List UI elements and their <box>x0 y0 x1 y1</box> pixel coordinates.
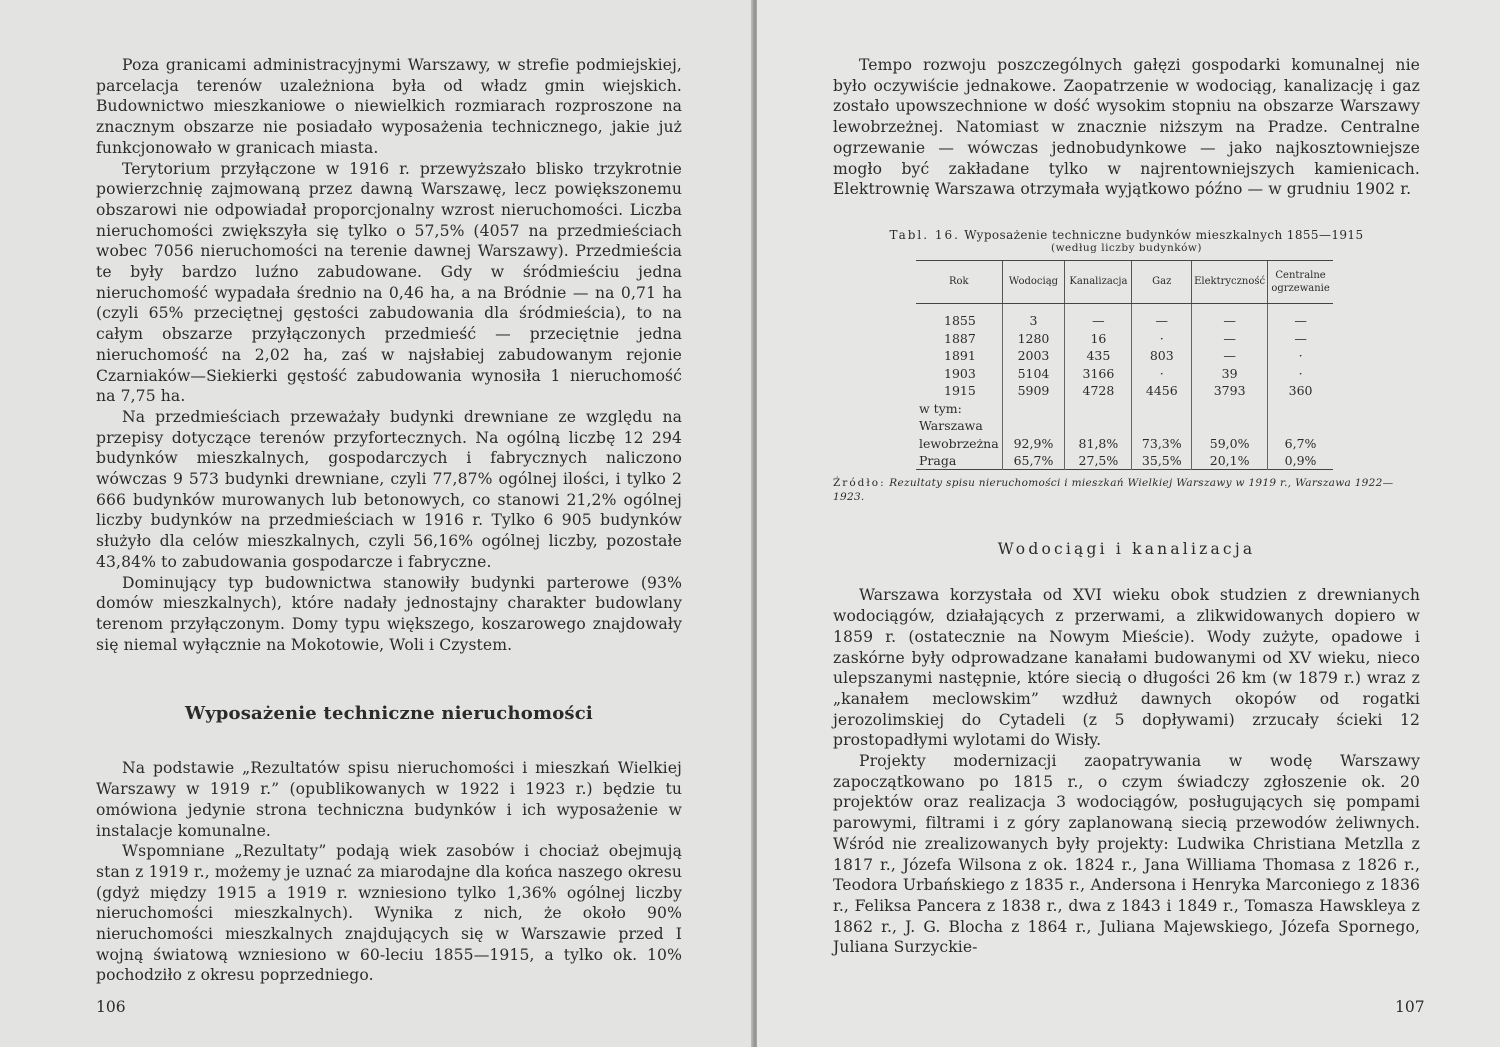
table-cell: 1887 <box>944 330 976 346</box>
equipment-table <box>916 260 1333 471</box>
right-page <box>757 0 1500 1047</box>
table-cell: · <box>1132 364 1192 382</box>
table-cell: 59,0% <box>1192 434 1268 452</box>
table-cell: 39 <box>1192 364 1268 382</box>
table-cell: 16 <box>1065 329 1132 347</box>
table-cell: Praga <box>919 453 957 469</box>
column-header: Rok <box>916 260 1002 303</box>
paragraph: Wspomniane „Rezultaty” podają wiek zasobów i chociaż obejmują stan z 1919 r., możemy je uznać za miarodajne dla końca naszego okresu (gdyż między 1915 a 1919 r. wzniesiono tylko 1,36% ogólnej liczby nieruchomości mieszkalnych). Wynika z nich, że około 90% nieruchomości mieszkalnych znajdujących się w Warszawie przed I wojną światową wzniesiono w 60-leciu 1855—1915, a tylko ok. 10% pochodziło z okresu poprzedniego. <box>96 842 682 985</box>
table-cell: — <box>1132 312 1192 330</box>
table-cell: 20,1% <box>1192 452 1268 470</box>
paragraph: Na przedmieściach przeważały budynki drewniane ze względu na przepisy dotyczące terenów przyfortecznych. Na ogólną liczbę 12 294 budynków mieszkalnych, gospodarczych i fabrycznych naliczono wówczas 9 573 budynki drewniane, czyli 77,87% ogólnej ilości, i tylko 2 666 budynków murowanych lub betonowych, co stanowi 21,2% ogólnej liczby budynków na przedmieściach w 1916 r. Tylko 6 905 budynków służyło dla celów mieszkalnych, czyli 56,16% ogólnej liczby, pozostałe 43,84% to zabudowania gospodarcze i fabryczne. <box>96 407 682 571</box>
paragraph: Warszawa korzystała od XVI wieku obok studzien z drewnianych wodociągów, działających z przerwami, a zlikwidowanych dopiero w 1859 r. (ostatecznie na Nowym Mieście). Wody zużyte, opadowe i zaskórne były odprowadzane kanałami budowanymi od XV wieku, nieco ulepszanymi następnie, które siecią o długości 26 km (w 1879 r.) wraz z „kanałem meclowskim” wzdłuż dawnych okopów od rogatki jerozolimskiej do Cytadeli (z 5 dopływami) zrzucały ścieki 12 prostopadłymi wylotami do Wisły. <box>833 586 1420 750</box>
right-text-column <box>833 55 1420 958</box>
page-number: 107 <box>1395 998 1425 1016</box>
source-text: Rezultaty spisu nieruchomości i mieszkań Wielkiej Warszawy w 1919 r., Warszawa 1922—1923. <box>833 477 1394 504</box>
table-cell: 3 <box>1002 312 1065 330</box>
table-row <box>916 417 1333 435</box>
table-subcaption: (według liczby budynków) <box>1050 241 1203 254</box>
table-cell: 27,5% <box>1065 452 1132 470</box>
table-cell: — <box>1192 312 1268 330</box>
table-row <box>916 312 1333 330</box>
table-row <box>916 329 1333 347</box>
table-cell: 1891 <box>944 348 976 364</box>
paragraph: Poza granicami administracyjnymi Warszawy, w strefie podmiejskiej, parcelacja terenów uzależniona była od władz gmin wiejskich. Budownictwo mieszkaniowe o niewielkich rozmiarach rozproszone na znacznym obszarze nie posiadało wyposażenia technicznego, jakie już funkcjonowało w granicach miasta. <box>96 56 682 157</box>
table-row <box>916 364 1333 382</box>
column-header: Kanalizacja <box>1065 260 1132 303</box>
column-header: Elektryczność <box>1192 260 1268 303</box>
table-cell: 360 <box>1268 382 1333 400</box>
table-cell: 1280 <box>1002 329 1065 347</box>
table-cell: · <box>1268 364 1333 382</box>
paragraph: Terytorium przyłączone w 1916 r. przewyższało blisko trzykrotnie powierzchnię zajmowaną przez dawną Warszawę, lecz powiększonemu obszarowi nie odpowiadał proporcjonalny wzrost nieruchomości. Liczba nieruchomości zwiększyła się tylko o 57,5% (4057 na przedmieściach wobec 7056 nieruchomości na terenie dawnej Warszawy). Przedmieścia te były bardzo luźno zabudowane. Gdy w śródmieściu jedna nieruchomość wypadała średnio na 0,46 ha, a na Bródnie — na 0,71 ha (czyli 65% przeciętnej gęstości zabudowania dla śródmieścia), to na całym obszarze przyłączonych przedmieść — przeciętnie jedna nieruchomość na 2,02 ha, zaś w najsłabiej zabudowanym rejonie Czarniaków—Siekierki gęstość zabudowania wynosiła 1 nieruchomość na 7,75 ha. <box>96 159 682 406</box>
paragraph: Na podstawie „Rezultatów spisu nieruchomości i mieszkań Wielkiej Warszawy w 1919 r.” (opublikowanych w 1922 i 1923 r.) będzie tu omówiona jedynie strona techniczna budynków i ich wyposażenie w instalacje komunalne. <box>96 759 682 840</box>
table-cell: w tym: <box>919 400 962 416</box>
table-row <box>916 347 1333 365</box>
table-cell: 435 <box>1065 347 1132 365</box>
table-row <box>916 382 1333 400</box>
table-cell: — <box>1268 312 1333 330</box>
table-cell: Warszawa <box>919 418 983 434</box>
source-label: Źródło: <box>833 477 886 490</box>
table-cell: 803 <box>1132 347 1192 365</box>
table-cell: 6,7% <box>1268 434 1333 452</box>
section-heading: Wodociągi i kanalizacja <box>997 540 1256 559</box>
table-cell: 35,5% <box>1132 452 1192 470</box>
table-caption <box>833 228 1420 242</box>
table-cell: 92,9% <box>1002 434 1065 452</box>
table-cell: 73,3% <box>1132 434 1192 452</box>
table-row <box>916 399 1333 417</box>
table-cell: 4456 <box>1132 382 1192 400</box>
table-cell: — <box>1268 329 1333 347</box>
table-source-note <box>833 476 1420 504</box>
table-header-row <box>916 260 1333 303</box>
paragraph: Dominujący typ budownictwa stanowiły budynki parterowe (93% domów mieszkalnych), które nadały jednostajny charakter budowlany terenom przyłączonym. Domy typu większego, koszarowego znajdowały się niemal wyłącznie na Mokotowie, Woli i Czystem. <box>96 573 682 654</box>
table-cell: 1903 <box>944 365 976 381</box>
table-cell: · <box>1132 329 1192 347</box>
paragraph: Projekty modernizacji zaopatrywania w wodę Warszawy zapoczątkowano po 1815 r., o czym świadczy zgłoszenie ok. 20 projektów oraz realizacja 3 wodociągów, posługujących się pompami parowymi, filtrami i z góry zaplanowaną siecią przewodów żeliwnych. Wśród nie zrealizowanych były projekty: Ludwika Christiana Metzlla z 1817 r., Józefa Wilsona z ok. 1824 r., Jana Williama Thomasa z 1826 r., Teodora Urbańskiego z 1835 r., Andersona i Henryka Marconiego z 1836 r., Feliksa Pancera z 1838 r., dwa z 1843 i 1849 r., Tomasza Hawskleya z 1862 r., J. G. Blocha z 1864 r., Juliana Majewskiego, Józefa Spornego, Juliana Surzyckie- <box>833 752 1420 957</box>
column-header: Wodociąg <box>1002 260 1065 303</box>
left-text-column <box>96 55 682 986</box>
table-cell: 65,7% <box>1002 452 1065 470</box>
table-caption-text: Wyposażenie techniczne budynków mieszkalnych 1855—1915 <box>964 227 1364 242</box>
table-cell: · <box>1268 347 1333 365</box>
table-cell: lewobrzeżna <box>919 435 999 451</box>
table-cell: 81,8% <box>1065 434 1132 452</box>
table-body <box>916 303 1333 470</box>
table-cell: 2003 <box>1002 347 1065 365</box>
table-cell: — <box>1065 312 1132 330</box>
table-cell: 1855 <box>944 313 976 329</box>
table-row <box>916 434 1333 452</box>
paragraph: Tempo rozwoju poszczególnych gałęzi gospodarki komunalnej nie było oczywiście jednakowe. Zaopatrzenie w wodociąg, kanalizację i gaz zostało upowszechnione w dość wysokim stopniu na obszarze Warszawy lewobrzeżnej. Natomiast w znacznie niższym na Pradze. Centralne ogrzewanie — wówczas jednobudynkowe — jako najkosztowniejsze mogło być zakładane tylko w najrentowniejszych kamienicach. Elektrownię Warszawa otrzymała wyjątkowo późno — w grudniu 1902 r. <box>833 56 1420 199</box>
column-header: Centralne ogrzewanie <box>1268 260 1333 303</box>
page-number: 106 <box>96 998 126 1016</box>
table-cell: 0,9% <box>1268 452 1333 470</box>
table-row <box>916 452 1333 470</box>
table-cell: 5909 <box>1002 382 1065 400</box>
table-cell: 5104 <box>1002 364 1065 382</box>
table-cell: 3166 <box>1065 364 1132 382</box>
table-cell: 1915 <box>944 383 976 399</box>
table-cell: 4728 <box>1065 382 1132 400</box>
section-heading: Wyposażenie techniczne nieruchomości <box>185 703 593 725</box>
column-header: Gaz <box>1132 260 1192 303</box>
table-cell: 3793 <box>1192 382 1268 400</box>
table-cell: — <box>1192 329 1268 347</box>
table-caption-label: Tabl. 16. <box>889 227 960 242</box>
table-cell: — <box>1192 347 1268 365</box>
